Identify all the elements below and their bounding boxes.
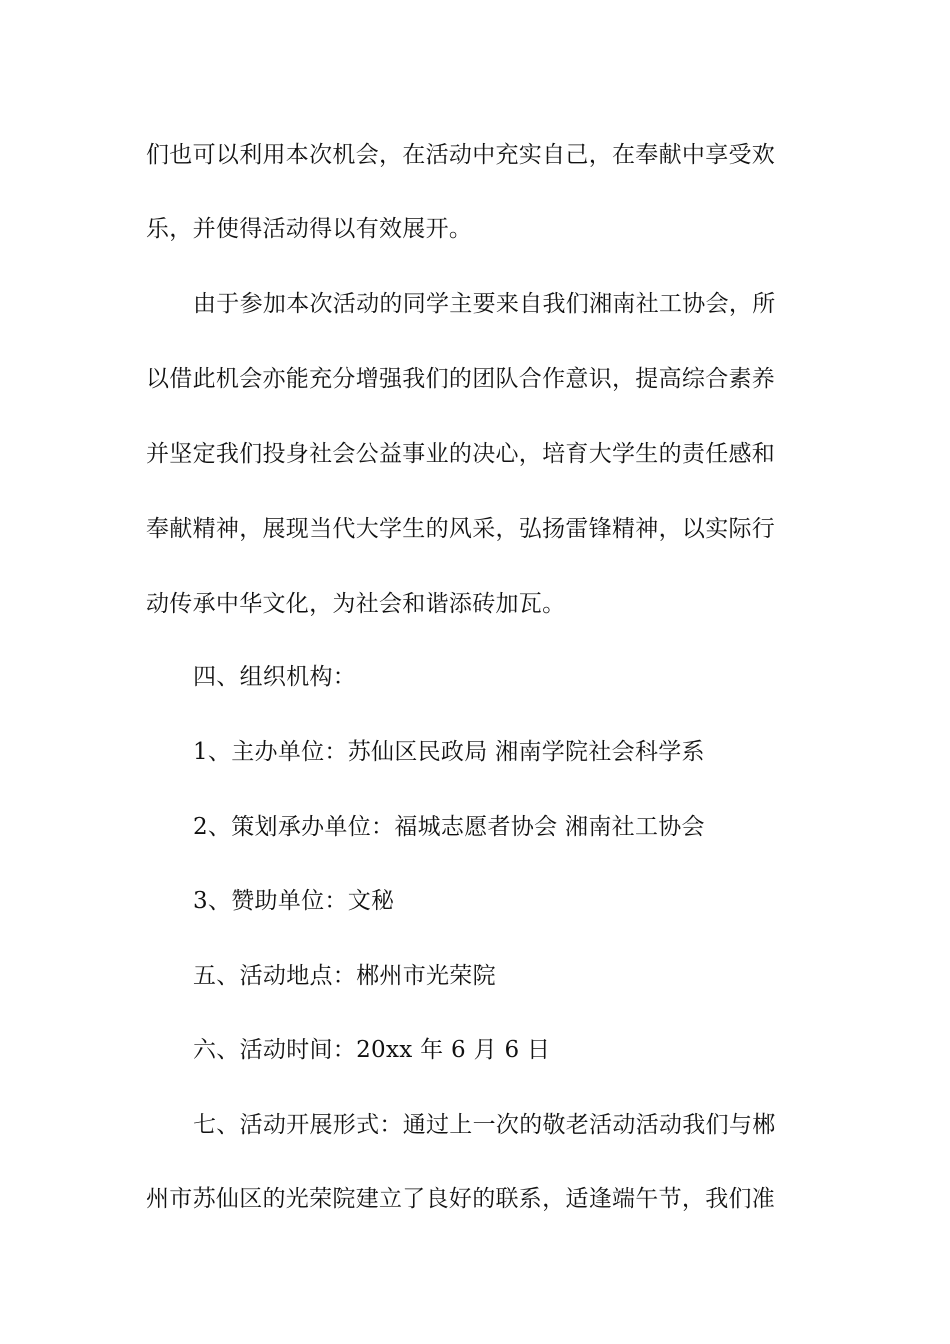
paragraph-line: 乐，并使得活动得以有效展开。 — [146, 216, 473, 242]
paragraph-line: 州市苏仙区的光荣院建立了良好的联系，适逢端午节，我们准 — [146, 1186, 776, 1212]
paragraph-line: 由于参加本次活动的同学主要来自我们湘南社工协会，所 — [193, 291, 776, 317]
list-item: 1、主办单位：苏仙区民政局 湘南学院社会科学系 — [193, 739, 705, 765]
paragraph-line: 奉献精神，展现当代大学生的风采，弘扬雷锋精神，以实际行 — [146, 516, 776, 542]
list-item: 3、赞助单位：文秘 — [193, 888, 395, 914]
section-heading: 六、活动时间：20xx 年 6 月 6 日 — [193, 1037, 551, 1063]
section-heading: 四、组织机构： — [193, 664, 357, 690]
paragraph-line: 们也可以利用本次机会，在活动中充实自己，在奉献中享受欢 — [146, 142, 776, 168]
paragraph-line: 并坚定我们投身社会公益事业的决心，培育大学生的责任感和 — [146, 441, 776, 467]
section-heading: 五、活动地点：郴州市光荣院 — [193, 963, 496, 989]
paragraph-line: 以借此机会亦能充分增强我们的团队合作意识，提高综合素养 — [146, 366, 776, 392]
list-item: 2、策划承办单位：福城志愿者协会 湘南社工协会 — [193, 814, 705, 840]
paragraph-line: 动传承中华文化，为社会和谐添砖加瓦。 — [146, 591, 566, 617]
paragraph-line: 七、活动开展形式：通过上一次的敬老活动活动我们与郴 — [193, 1112, 776, 1138]
